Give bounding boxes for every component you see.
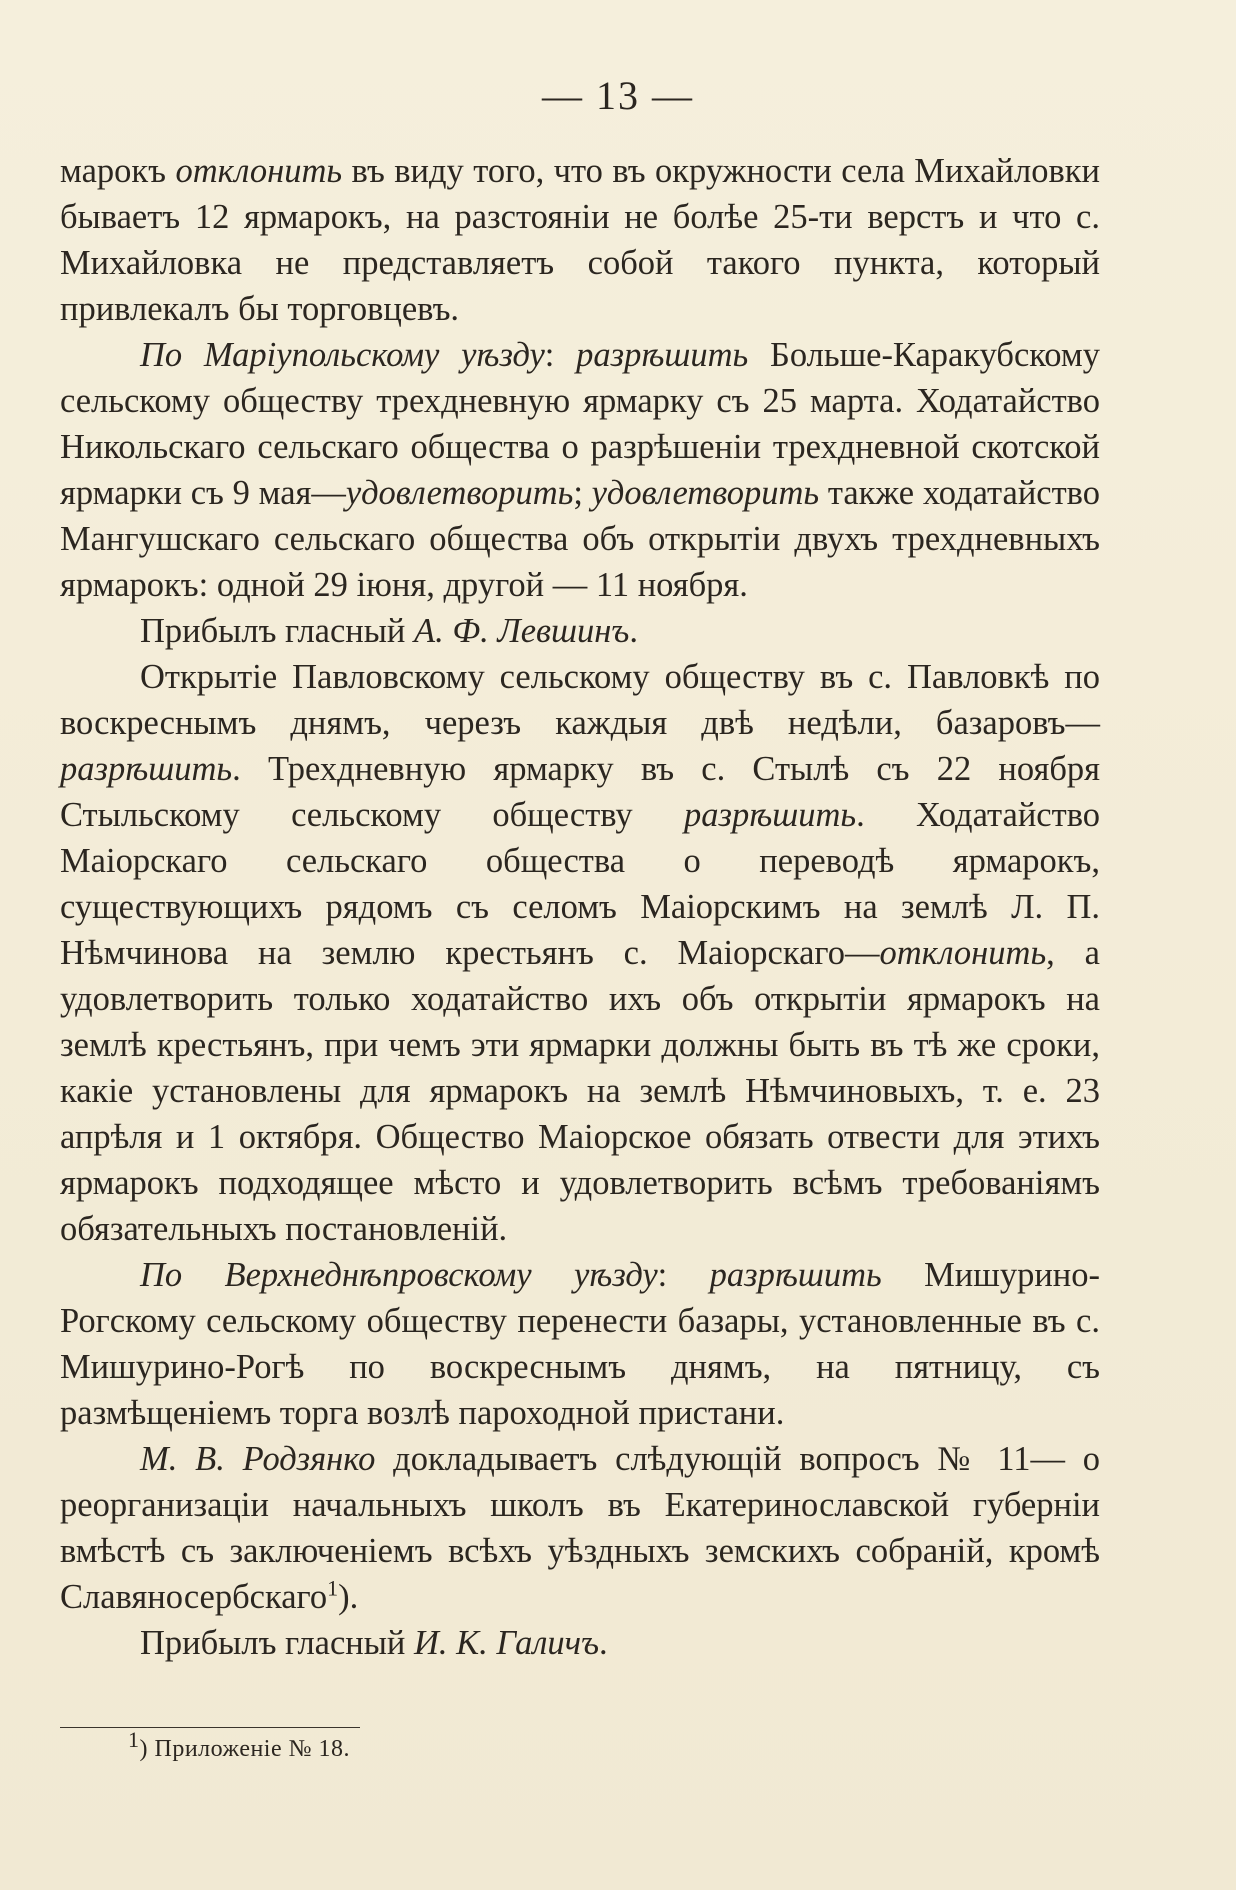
body-text	[60, 148, 1100, 1666]
paragraph	[60, 1620, 1100, 1666]
text-run: , а удовлетворить только ходатайство ихъ объ открытіи ярмарокъ на землѣ крестьянъ, при чемъ эти ярмарки должны быть въ тѣ же сроки, какіе установлены для ярмарокъ на землѣ Нѣмчиновыхъ, т. е. 23 апрѣля и 1 октября. Общество Маіорское обязать отвести для этихъ ярмарокъ подходящее мѣсто и удовлетворить всѣмъ требованіямъ обязательныхъ постановленій.	[60, 934, 1100, 1248]
text-run: Больше-Каракубскому сельскому обществу трехдневную ярмарку съ 25 марта. Ходатайство Никольскаго сельскаго общества о разрѣшеніи трехдневной скотской ярмарки съ 9 мая—	[60, 336, 1100, 512]
italic-text: разрѣшить	[709, 1256, 882, 1294]
footnote-ref: 1	[327, 1575, 339, 1601]
italic-text: разрѣшить	[60, 750, 233, 788]
text-run: .	[599, 1624, 608, 1662]
footnote-marker: 1	[128, 1727, 140, 1752]
text-run: ;	[573, 474, 592, 512]
text-run: марокъ	[60, 152, 176, 190]
italic-text: отклонить	[175, 152, 343, 190]
italic-text: А. Ф. Левшинъ	[414, 612, 630, 650]
footnote-rule	[60, 1727, 360, 1728]
italic-text: По Верхнеднѣпровскому уѣзду	[140, 1256, 658, 1294]
italic-text: По Маріупольскому уѣзду	[140, 336, 545, 374]
italic-text: отклонить	[879, 934, 1047, 972]
paragraph	[60, 1252, 1100, 1436]
text-run: Прибылъ гласный	[140, 1624, 415, 1662]
italic-text: разрѣшить	[683, 796, 857, 834]
paragraph	[60, 1436, 1100, 1620]
footnote-text: ) Приложеніе № 18.	[139, 1736, 351, 1762]
italic-text: удовлетворить	[345, 474, 574, 512]
text-run: ).	[338, 1578, 359, 1616]
italic-text: разрѣшить	[576, 336, 749, 374]
paragraph	[60, 608, 1100, 654]
paragraph	[60, 654, 1100, 1252]
text-run: . Трехдневную ярмарку въ с. Стылѣ съ 22 ноября Стыльскому сельскому обществу	[60, 750, 1100, 834]
text-run: .	[629, 612, 638, 650]
paragraph	[60, 332, 1100, 608]
text-run: также ходатайство Мангушскаго сельскаго общества объ открытіи двухъ трехдневныхъ ярмарокъ: одной 29 іюня, другой — 11 ноября.	[60, 474, 1100, 604]
italic-text: И. К. Галичъ	[414, 1624, 600, 1662]
text-run: Мишурино-Рогскому сельскому обществу перенести базары, установленные въ с. Мишурино-Рогѣ по воскреснымъ днямъ, на пятницу, съ размѣщеніемъ торга возлѣ пароходной пристани.	[60, 1256, 1100, 1432]
page-number: — 13 —	[542, 73, 694, 118]
text-run: :	[657, 1256, 710, 1294]
text-run: Прибылъ гласный	[140, 612, 415, 650]
text-run: . Ходатайство Маіорскаго сельскаго общества о переводѣ ярмарокъ, существующихъ рядомъ съ селомъ Маіорскимъ на землѣ Л. П. Нѣмчинова на землю крестьянъ с. Маіорскаго—	[60, 796, 1100, 972]
text-run: :	[544, 336, 577, 374]
paragraph	[60, 148, 1100, 332]
italic-text: М. В. Родзянко	[140, 1440, 376, 1478]
text-run: докладываетъ слѣдующій вопросъ № 11— о реорганизаціи начальныхъ школъ въ Екатеринославской губерніи вмѣстѣ съ заключеніемъ всѣхъ уѣздныхъ земскихъ собраній, кромѣ Славяносербскаго	[60, 1440, 1100, 1616]
text-run: Открытіе Павловскому сельскому обществу въ с. Павловкѣ по воскреснымъ днямъ, черезъ каждыя двѣ недѣли, базаровъ—	[60, 658, 1100, 742]
footnote	[128, 1727, 351, 1763]
italic-text: удовлетворить	[591, 474, 820, 512]
text-run: въ виду того, что въ окружности села Михайловки бываетъ 12 ярмарокъ, на разстояніи не болѣе 25-ти верстъ и что с. Михайловка не представляетъ собой такого пункта, который привлекалъ бы торговцевъ.	[60, 152, 1100, 328]
